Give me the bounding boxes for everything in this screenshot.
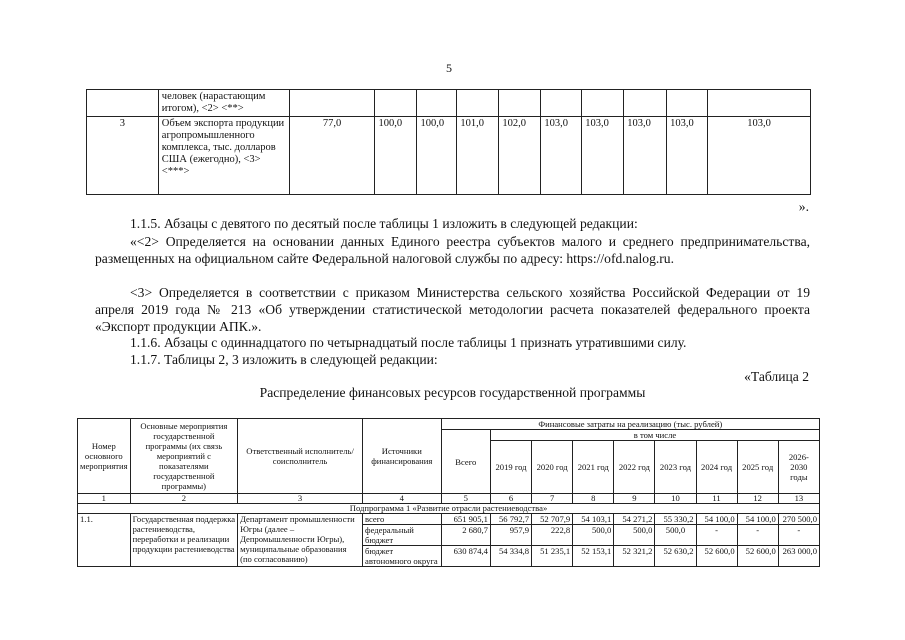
table-row <box>78 514 820 525</box>
cell: 500,0 <box>614 525 655 546</box>
cell: 630 874,4 <box>441 546 490 567</box>
cell: 270 500,0 <box>778 514 819 525</box>
column-number: 10 <box>655 494 696 504</box>
table-label: «Таблица 2 <box>744 369 809 384</box>
header-row <box>78 419 820 430</box>
paragraph: <3> Определяется в соответствии с приказом Министерства сельского хозяйства Российской Федерации от 19 апреля 2019 года № 213 «Об утверждении статистической методологии расчета показателей федерального проекта «Экспорт продукции АПК.». <box>95 285 810 334</box>
header-sources: Источники финансирования <box>363 419 442 494</box>
header-including: в том числе <box>490 430 819 441</box>
indicator-name: Объем экспорта продукции агропромышленного комплекса, тыс. долларов США (ежегодно), <3> <***> <box>158 117 289 195</box>
cell: 52 153,1 <box>573 546 614 567</box>
target-value: 103,0 <box>708 117 811 195</box>
cell: 54 103,1 <box>573 514 614 525</box>
paragraph: 1.1.6. Абзацы с одиннадцатого по четырнадцатый после таблицы 1 признать утратившими силу. <box>130 335 687 350</box>
cell: - <box>696 525 737 546</box>
subprogram-title: Подпрограмма 1 «Развитие отрасли растениеводства» <box>78 504 820 514</box>
cell: 51 235,1 <box>532 546 573 567</box>
header-year: 2019 год <box>490 441 531 494</box>
activity-name: Государственная поддержка растениеводства, переработки и реализации продукции растениеводства <box>130 514 237 567</box>
header-year: 2022 год <box>614 441 655 494</box>
cell <box>624 90 667 117</box>
cell: - <box>778 525 819 546</box>
header-activities: Основные мероприятия государственной программы (их связь мероприятий с показателями государственной программы) <box>130 419 237 494</box>
source-name: всего <box>363 514 442 525</box>
cell: 103,0 <box>541 117 582 195</box>
cell: 103,0 <box>624 117 667 195</box>
cell: 56 792,7 <box>490 514 531 525</box>
cell: 52 630,2 <box>655 546 696 567</box>
closing-quote: ». <box>798 199 809 214</box>
header-year: 2020 год <box>532 441 573 494</box>
activity-number: 1.1. <box>78 514 131 567</box>
column-number: 2 <box>130 494 237 504</box>
column-number: 4 <box>363 494 442 504</box>
header-costs: Финансовые затраты на реализацию (тыс. рублей) <box>441 419 819 430</box>
cell <box>457 90 499 117</box>
row-number <box>87 90 159 117</box>
cell: 2 680,7 <box>441 525 490 546</box>
cell: 101,0 <box>457 117 499 195</box>
source-name: бюджет автономного округа <box>363 546 442 567</box>
cell: 500,0 <box>655 525 696 546</box>
header-total: Всего <box>441 430 490 494</box>
cell: 651 905,1 <box>441 514 490 525</box>
column-number: 6 <box>490 494 531 504</box>
cell: 54 271,2 <box>614 514 655 525</box>
column-number-row <box>78 494 820 504</box>
column-number: 9 <box>614 494 655 504</box>
row-number: 3 <box>87 117 159 195</box>
column-number: 3 <box>238 494 363 504</box>
header-year: 2026-2030 годы <box>778 441 819 494</box>
paragraph: 1.1.5. Абзацы с девятого по десятый после таблицы 1 изложить в следующей редакции: <box>130 216 638 231</box>
cell <box>708 90 811 117</box>
cell <box>582 90 624 117</box>
finance-table <box>77 418 820 567</box>
paragraph: 1.1.7. Таблицы 2, 3 изложить в следующей редакции: <box>130 352 438 367</box>
column-number: 12 <box>737 494 778 504</box>
header-year: 2024 год <box>696 441 737 494</box>
cell <box>499 90 541 117</box>
header-executor: Ответственный исполнитель/соисполнитель <box>238 419 363 494</box>
page-number: 5 <box>446 61 452 75</box>
header-number: Номер основного мероприятия <box>78 419 131 494</box>
column-number: 1 <box>78 494 131 504</box>
cell <box>667 90 708 117</box>
column-number: 8 <box>573 494 614 504</box>
cell <box>417 90 457 117</box>
header-year: 2021 год <box>573 441 614 494</box>
cell: 222,8 <box>532 525 573 546</box>
cell: 500,0 <box>573 525 614 546</box>
cell: 55 330,2 <box>655 514 696 525</box>
column-number: 5 <box>441 494 490 504</box>
cell: 54 100,0 <box>737 514 778 525</box>
cell: - <box>737 525 778 546</box>
cell: 263 000,0 <box>778 546 819 567</box>
cell <box>289 90 375 117</box>
table-title: Распределение финансовых ресурсов государственной программы <box>259 385 646 400</box>
cell: 100,0 <box>375 117 417 195</box>
cell: 52 600,0 <box>737 546 778 567</box>
cell: 102,0 <box>499 117 541 195</box>
cell <box>375 90 417 117</box>
header-year: 2023 год <box>655 441 696 494</box>
cell: 957,9 <box>490 525 531 546</box>
cell: 52 707,9 <box>532 514 573 525</box>
cell: 100,0 <box>417 117 457 195</box>
indicator-name: человек (нарастающим итогом), <2> <**> <box>158 90 289 117</box>
cell <box>541 90 582 117</box>
table-row <box>87 117 811 195</box>
cell: 52 600,0 <box>696 546 737 567</box>
column-number: 7 <box>532 494 573 504</box>
column-number: 11 <box>696 494 737 504</box>
cell: 54 334,8 <box>490 546 531 567</box>
paragraph: «<2> Определяется на основании данных Единого реестра субъектов малого и среднего предпринимательства, размещенных на официальном сайте Федеральной налоговой службы по адресу: https://ofd.nalog.ru. <box>95 234 810 266</box>
executor-name: Департамент промышленности Югры (далее – Депромышленности Югры), муниципальные образования (по согласованию) <box>238 514 363 567</box>
cell: 103,0 <box>667 117 708 195</box>
column-number: 13 <box>778 494 819 504</box>
header-year: 2025 год <box>737 441 778 494</box>
cell: 54 100,0 <box>696 514 737 525</box>
cell: 103,0 <box>582 117 624 195</box>
indicator-table <box>86 89 811 195</box>
source-name: федеральный бюджет <box>363 525 442 546</box>
cell: 52 321,2 <box>614 546 655 567</box>
subprogram-row <box>78 504 820 514</box>
table-row <box>87 90 811 117</box>
base-value: 77,0 <box>289 117 375 195</box>
